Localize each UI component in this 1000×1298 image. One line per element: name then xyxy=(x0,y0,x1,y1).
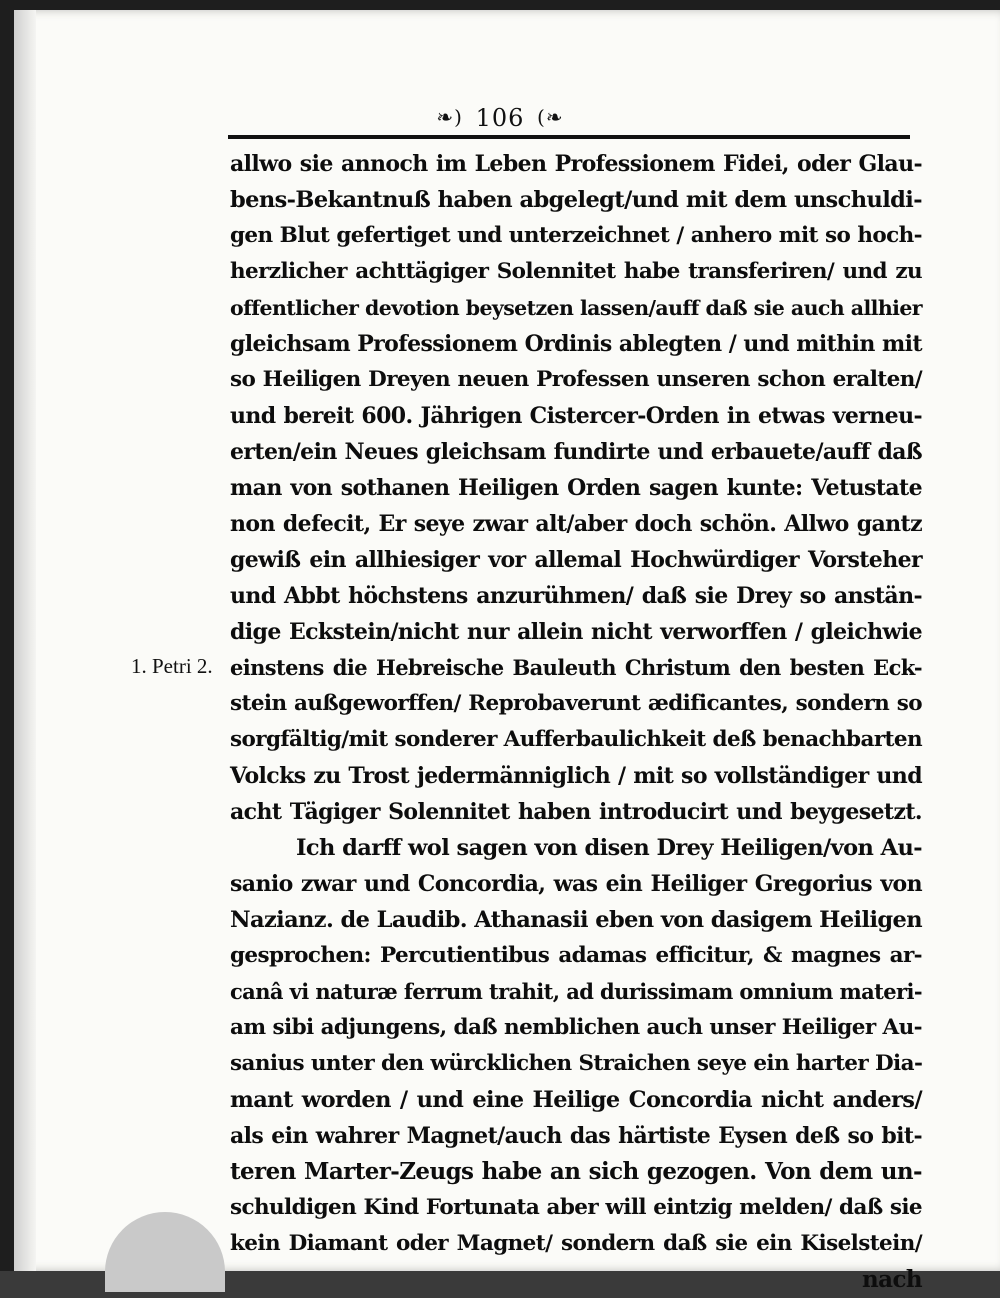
text-line: gewiß ein allhiesiger vor allemal Hochwürdiger Vorsteher xyxy=(230,547,922,573)
page-number: 106 xyxy=(475,104,525,132)
text-line: bens-Bekantnuß haben abgelegt/und mit dem unschuldi- xyxy=(230,187,922,213)
text-line: non defecit, Er seye zwar alt/aber doch schön. Allwo gantz xyxy=(230,511,922,537)
text-line: kein Diamant oder Magnet/ sondern daß sie ein Kiselstein/ xyxy=(230,1231,922,1256)
body-text xyxy=(230,146,922,1298)
text-line: und Abbt höchstens anzurühmen/ daß sie Drey so anstän- xyxy=(230,583,922,609)
header-rule xyxy=(228,135,910,139)
text-line: acht Tägiger Solennitet haben introducirt und beygesetzt. xyxy=(230,799,922,825)
text-line: dige Eckstein/nicht nur allein nicht verworffen / gleichwie xyxy=(230,619,922,645)
text-line: schuldigen Kind Fortunata aber will eintzig melden/ daß sie xyxy=(230,1195,922,1220)
text-line: Ich darff wol sagen von disen Drey Heiligen/von Au- xyxy=(296,835,922,861)
text-line: allwo sie annoch im Leben Professionem Fidei, oder Glau- xyxy=(230,151,922,177)
page-header xyxy=(0,104,1000,132)
text-line: offentlicher devotion beysetzen lassen/auff daß sie auch allhier xyxy=(230,296,922,320)
text-line: einstens die Hebreische Bauleuth Christum den besten Eck- xyxy=(230,655,922,680)
text-line: man von sothanen Heiligen Orden sagen kunte: Vetustate xyxy=(230,475,922,501)
text-line: so Heiligen Dreyen neuen Professen unseren schon eralten/ xyxy=(230,367,922,392)
text-line: gen Blut gefertiget und unterzeichnet / anhero mit so hoch- xyxy=(230,223,922,248)
text-line: Nazianz. de Laudib. Athanasii eben von dasigem Heiligen xyxy=(230,907,922,933)
text-line: sanius unter den würcklichen Straichen seye ein harter Dia- xyxy=(230,1051,923,1076)
text-line: erten/ein Neues gleichsam fundirte und erbauete/auff daß xyxy=(230,439,922,465)
margin-note: 1. Petri 2. xyxy=(131,654,213,678)
text-line: teren Marter-Zeugs habe an sich gezogen. Von dem un- xyxy=(230,1158,922,1185)
page-gutter-shadow xyxy=(14,10,36,1271)
text-line: sanio zwar und Concordia, was ein Heiliger Gregorius von xyxy=(230,871,922,897)
text-line: gleichsam Professionem Ordinis ablegten / und mithin mit xyxy=(230,331,922,357)
text-line: herzlicher achttägiger Solennitet habe transferiren/ und zu xyxy=(230,259,922,284)
text-line: und bereit 600. Jährigen Cistercer-Orden in etwas verneu- xyxy=(230,403,922,429)
text-line: Volcks zu Trost jedermänniglich / mit so vollständiger und xyxy=(230,763,922,789)
right-ornament-icon: (❧ xyxy=(537,105,564,129)
left-ornament-icon: ❧) xyxy=(436,105,463,129)
text-line: sorgfältig/mit sonderer Aufferbaulichkeit deß benachbarten xyxy=(230,727,922,752)
text-line: canâ vi naturæ ferrum trahit, ad durissimam omnium materi- xyxy=(230,979,922,1004)
text-line: mant worden / und eine Heilige Concordia nicht anders/ xyxy=(230,1087,922,1113)
catchword: nach xyxy=(862,1266,922,1293)
text-line: stein außgeworffen/ Reprobaverunt ædificantes, sondern so xyxy=(230,691,922,716)
text-line: gesprochen: Percutientibus adamas efficitur, & magnes ar- xyxy=(230,943,922,968)
text-line: als ein wahrer Magnet/auch das härtiste Eysen deß so bit- xyxy=(230,1123,922,1149)
text-line: am sibi adjungens, daß nemblichen auch unser Heiliger Au- xyxy=(230,1015,922,1040)
